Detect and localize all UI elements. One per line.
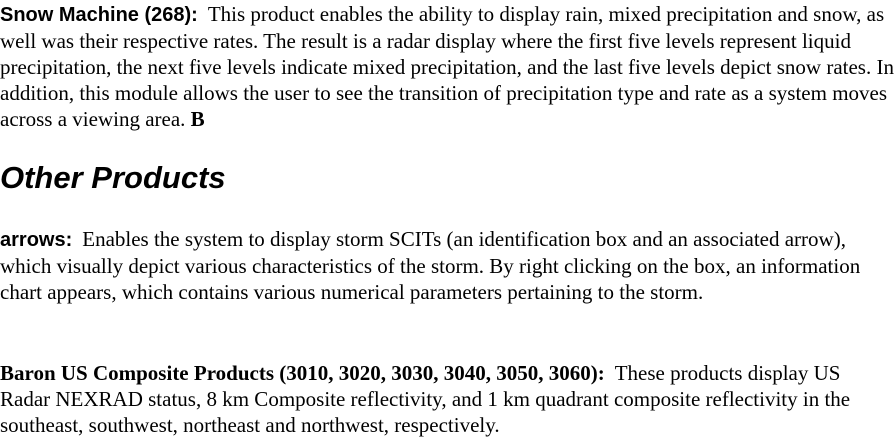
snow-machine-term: Snow Machine (268): — [0, 4, 198, 26]
baron-paragraph — [0, 360, 860, 438]
arrows-term: arrows: — [0, 229, 73, 251]
arrows-description: Enables the system to display storm SCITs (an identification box and an associated arrow), which visually depict various characteristics of the storm. By right clicking on the box, an information chart appears, which contains various numerical parameters pertaining to the storm. — [0, 227, 861, 304]
snow-machine-marker: B — [190, 107, 205, 131]
baron-term: Baron US Composite Products (3010, 3020, 3030, 3040, 3050, 3060): — [0, 361, 605, 385]
snow-machine-description: This product enables the ability to display rain, mixed precipitation and snow, as well was their respective rates. The result is a radar display where the first five levels represent liquid precipitation, the next five levels indicate mixed precipitation, and the last five levels depict snow rates. In addition, this module allows the user to see the transition of precipitation type and rate as a system moves across a viewing area. — [0, 2, 894, 131]
snow-machine-paragraph — [0, 1, 895, 132]
baron-description: These products display US Radar NEXRAD status, 8 km Composite reflectivity, and 1 km quadrant composite reflectivity in the southeast, southwest, northeast and northwest, respectively. — [0, 361, 851, 437]
arrows-paragraph — [0, 226, 895, 305]
other-products-heading: Other Products — [0, 160, 226, 195]
